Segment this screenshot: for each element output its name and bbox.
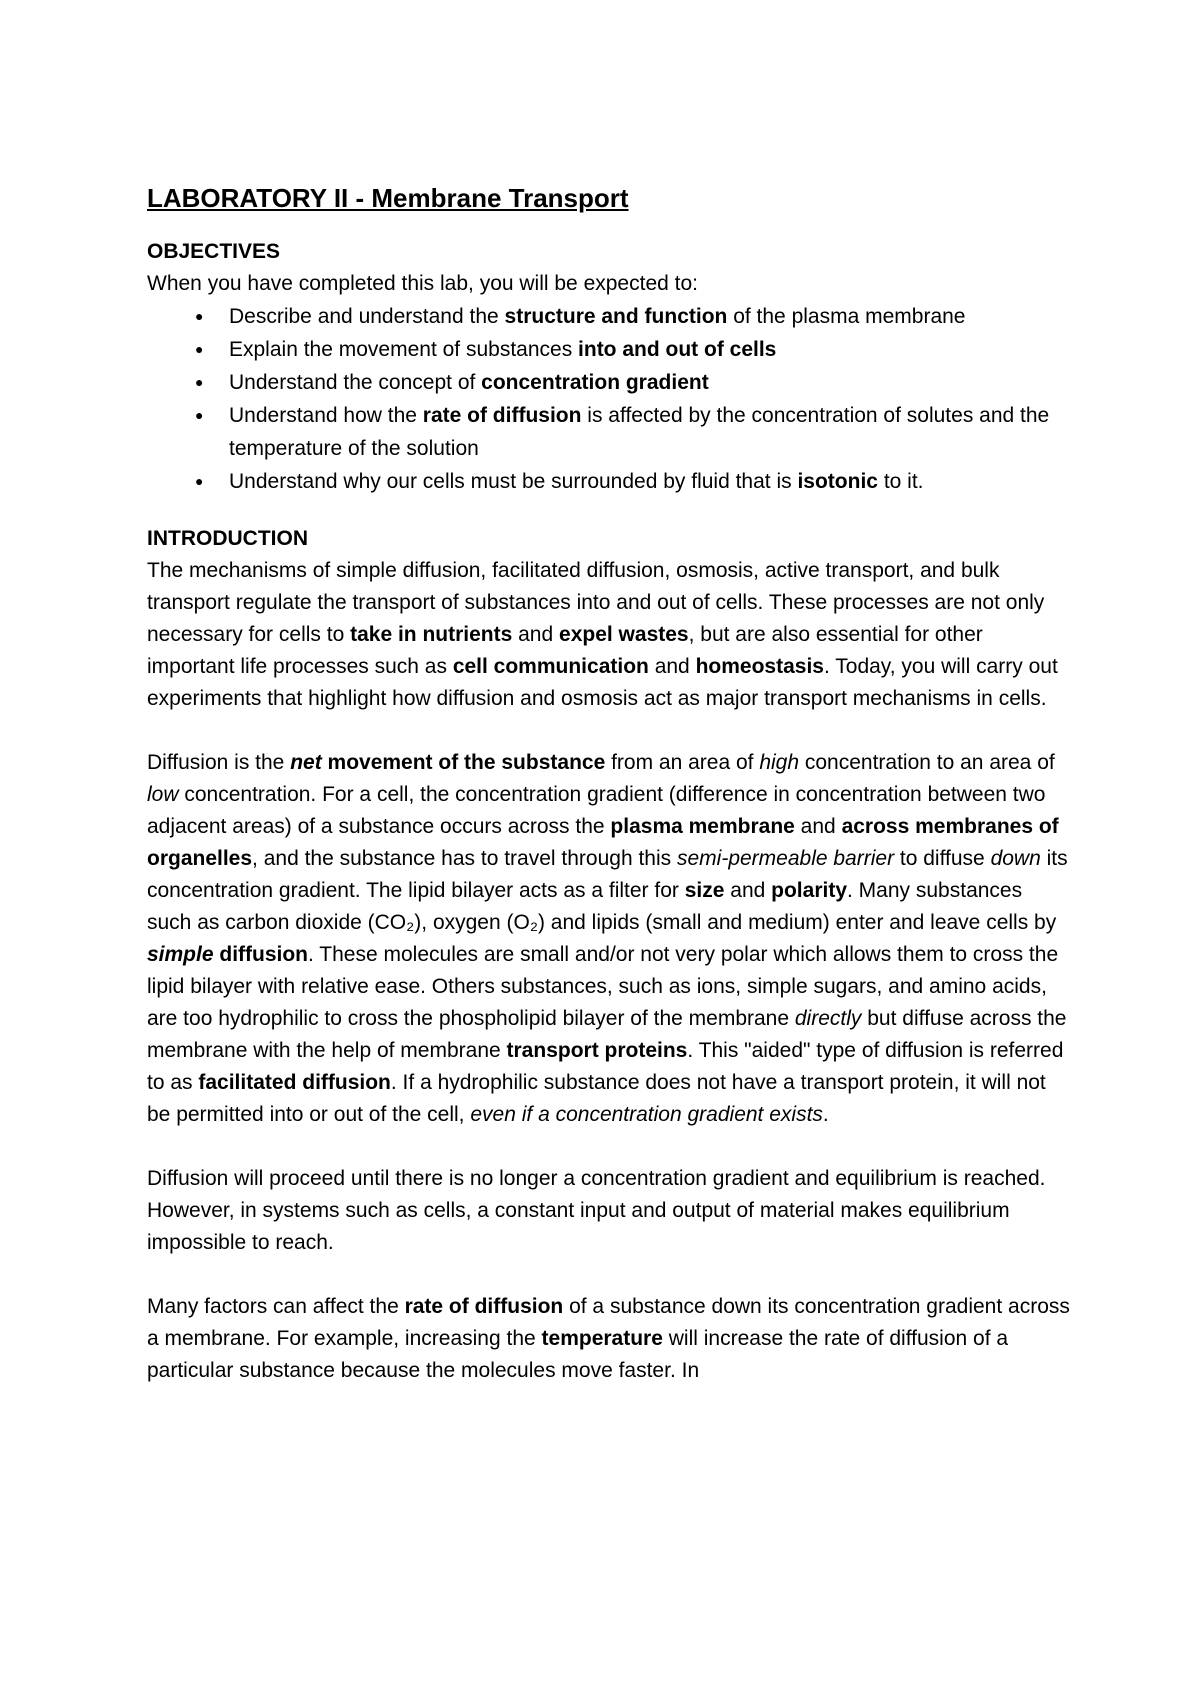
- keyword: rate of diffusion: [404, 1295, 564, 1318]
- keyword: across membranes of organelles: [147, 815, 1059, 870]
- bullet-icon: ●: [195, 308, 204, 324]
- text-run: but diffuse across the membrane with the help of membrane: [147, 1007, 1067, 1062]
- emphasis-keyword: net: [290, 751, 322, 774]
- keyword: plasma membrane: [610, 815, 795, 838]
- objective-text: Explain the movement of substances: [229, 338, 579, 361]
- objective-item: [195, 465, 1070, 498]
- text-run: will increase the rate of diffusion of a particular substance because the molecules move faster. In: [147, 1327, 1009, 1382]
- objective-text: to it.: [877, 470, 924, 493]
- keyword: transport proteins: [506, 1039, 688, 1062]
- objectives-heading: OBJECTIVES: [147, 240, 281, 263]
- keyword: polarity: [771, 879, 848, 902]
- objective-text: Understand why our cells must be surrounded by fluid that is: [229, 470, 798, 493]
- text-run: . Today, you will carry out experiments that highlight how diffusion and osmosis act as major transport mechanisms in cells.: [147, 655, 1058, 710]
- objective-item: [195, 399, 1070, 465]
- objective-keyword: structure and function: [504, 305, 728, 328]
- objective-item: [195, 300, 1070, 333]
- text-run: and: [648, 655, 696, 678]
- objective-keyword: isotonic: [797, 470, 878, 493]
- text-run: . Many substances such as carbon dioxide (CO₂), oxygen (O₂) and lipids (small and medium) enter and leave cells by: [147, 879, 1057, 934]
- emphasis: even if a concentration gradient exists: [470, 1103, 823, 1126]
- text-run: and: [724, 879, 772, 902]
- objective-text: Understand how the: [229, 404, 423, 427]
- text-run: , and the substance has to travel through this: [252, 847, 677, 870]
- emphasis: directly: [794, 1007, 862, 1030]
- text-run: concentration to an area of: [799, 751, 1055, 774]
- bullet-icon: ●: [195, 341, 204, 357]
- objective-text: is affected by the concentration of solutes and the temperature of the solution: [229, 404, 1050, 460]
- intro-paragraph-3: Diffusion will proceed until there is no longer a concentration gradient and equilibrium is reached. However, in systems such as cells, a constant input and output of material makes equilibrium impossible to reach.: [147, 1167, 1046, 1254]
- keyword: homeostasis: [695, 655, 824, 678]
- keyword: diffusion: [213, 943, 309, 966]
- bullet-icon: ●: [195, 374, 204, 390]
- text-run: , but are also essential for other important life processes such as: [147, 623, 983, 678]
- objective-text: Describe and understand the: [229, 305, 505, 328]
- text-run: and: [794, 815, 842, 838]
- keyword: temperature: [541, 1327, 663, 1350]
- emphasis: low: [147, 783, 179, 806]
- objectives-list: [147, 300, 1070, 498]
- objective-item: [195, 366, 1070, 399]
- objective-keyword: rate of diffusion: [422, 404, 582, 427]
- objectives-lead: When you have completed this lab, you will be expected to:: [147, 272, 698, 295]
- keyword: size: [684, 879, 725, 902]
- text-run: Diffusion is the: [147, 751, 291, 774]
- text-run: to diffuse: [894, 847, 991, 870]
- text-run: of a substance down its concentration gradient across a membrane. For example, increasing the: [147, 1295, 1070, 1350]
- emphasis: semi-permeable barrier: [676, 847, 895, 870]
- text-run: The mechanisms of simple diffusion, facilitated diffusion, osmosis, active transport, and bulk transport regulate the transport of substances into and out of cells. These processes are not only necessary for cells to: [147, 559, 1045, 646]
- text-run: and: [512, 623, 560, 646]
- text-run: concentration. For a cell, the concentration gradient (difference in concentration between two adjacent areas) of a substance occurs across the: [147, 783, 1046, 838]
- objective-text: Understand the concept of: [229, 371, 482, 394]
- keyword: movement of the substance: [321, 751, 606, 774]
- document-title: LABORATORY II - Membrane Transport: [147, 183, 629, 213]
- objective-keyword: into and out of cells: [578, 338, 777, 361]
- objective-keyword: concentration gradient: [481, 371, 709, 394]
- emphasis-keyword: simple: [147, 943, 214, 966]
- text-run: its concentration gradient. The lipid bilayer acts as a filter for: [147, 847, 1068, 902]
- intro-paragraph-2: [147, 747, 1070, 1131]
- keyword: take in nutrients: [350, 623, 513, 646]
- text-run: . If a hydrophilic substance does not have a transport protein, it will not be permitted into or out of the cell,: [147, 1071, 1046, 1126]
- intro-paragraph-1: [147, 555, 1070, 715]
- text-run: from an area of: [605, 751, 760, 774]
- text-run: . These molecules are small and/or not very polar which allows them to cross the lipid bilayer with relative ease. Others substances, such as ions, simple sugars, and amino acids, are too hydrophilic to cross the phospholipid bilayer of the membrane: [147, 943, 1059, 1030]
- introduction-heading: INTRODUCTION: [147, 527, 308, 550]
- emphasis: down: [990, 847, 1041, 870]
- text-run: . This "aided" type of diffusion is referred to as: [147, 1039, 1064, 1094]
- intro-paragraph-4: [147, 1291, 1070, 1387]
- bullet-icon: ●: [195, 473, 204, 489]
- keyword: facilitated diffusion: [198, 1071, 391, 1094]
- text-run: .: [822, 1103, 829, 1126]
- objective-item: [195, 333, 1070, 366]
- objective-text: of the plasma membrane: [727, 305, 966, 328]
- keyword: expel wastes: [559, 623, 689, 646]
- bullet-icon: ●: [195, 407, 204, 423]
- text-run: Many factors can affect the: [147, 1295, 405, 1318]
- keyword: cell communication: [452, 655, 649, 678]
- emphasis: high: [759, 751, 800, 774]
